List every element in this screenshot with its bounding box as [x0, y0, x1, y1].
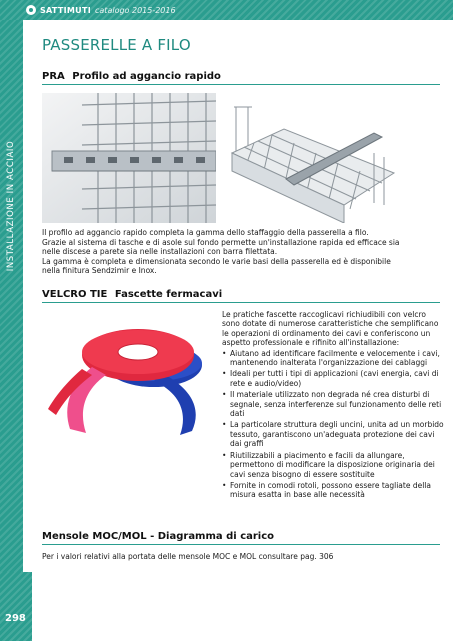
list-item — [222, 349, 444, 368]
pra-paragraph-line: Il profilo ad aggancio rapido completa la gamma dello staffaggio della passerella a filo. — [42, 228, 369, 237]
section-code: VELCRO TIE — [42, 289, 108, 300]
pra-paragraph-line: nelle discese a parete sia nelle installazioni con barra filettata. — [42, 247, 278, 256]
list-item-text: Aiutano ad identificare facilmente e velocemente i cavi, mantenendo inalterata l'organizzazione dei cablaggi — [230, 348, 440, 368]
brand-logo-icon — [26, 5, 36, 15]
list-item — [222, 451, 444, 479]
pra-paragraph-line: La gamma è completa e dimensionata secondo le varie basi della passerella ed è disponibile — [42, 256, 391, 266]
wire-tray-photo — [224, 93, 399, 223]
sidebar-label: INSTALLAZIONE IN ACCIAIO — [6, 140, 16, 272]
velcro-feature-list — [222, 349, 444, 500]
page-number-box — [0, 572, 32, 641]
section-title: Profilo ad aggancio rapido — [72, 71, 221, 82]
top-header-bar — [0, 0, 453, 20]
pra-paragraph-line: Grazie al sistema di tasche e di asole sul fondo permette un'installazione rapida ed efficace sia — [42, 237, 400, 247]
bullet: • — [222, 450, 227, 460]
section-heading-mensole: Mensole MOC/MOL - Diagramma di carico — [42, 531, 275, 542]
section-divider — [42, 302, 440, 303]
page-title: PASSERELLE A FILO — [42, 36, 191, 54]
brand-name: SATTIMUTI — [40, 5, 91, 15]
pra-description — [42, 228, 442, 276]
section-divider — [42, 84, 440, 85]
velcro-intro: Le pratiche fascette raccoglicavi richiudibili con velcro sono dotate di numerose caratteristiche che semplificano le operazioni di ordinamento dei cavi e conferiscono un aspetto professionale e rifinito all'installazione: — [222, 310, 439, 348]
brand — [26, 4, 176, 16]
bullet: • — [222, 390, 227, 400]
sidebar-tab — [0, 20, 23, 572]
bullet: • — [222, 480, 227, 490]
list-item-text: La particolare struttura degli uncini, unita ad un morbido tessuto, garantiscono un'adeguata protezione dei cavi dai graffi — [230, 420, 444, 449]
velcro-description — [222, 310, 444, 502]
list-item — [222, 420, 444, 448]
pra-profile-photo — [42, 93, 216, 223]
section-heading-velcro — [42, 289, 222, 300]
bullet: • — [222, 369, 227, 379]
page-number: 298 — [5, 613, 26, 624]
bullet: • — [222, 348, 227, 358]
list-item-text: Fornite in comodi rotoli, possono essere tagliate della misura esatta in base alle necessità — [230, 480, 431, 500]
section-code: PRA — [42, 71, 65, 82]
list-item-text: Il materiale utilizzato non degrada né crea disturbi di segnale, senza interferenze sul funzionamento delle reti dati — [230, 390, 442, 419]
list-item — [222, 390, 444, 418]
list-item-text: Riutilizzabili a piacimento e facili da allungare, permettono di modificare la disposizione originaria dei cavi senza bisogno di essere sostituite — [230, 450, 435, 479]
velcro-tie-photo — [42, 309, 216, 439]
catalog-subtitle: catalogo 2015-2016 — [95, 5, 176, 15]
mensole-note: Per i valori relativi alla portata delle mensole MOC e MOL consultare pag. 306 — [42, 552, 334, 561]
list-item — [222, 369, 444, 388]
pra-paragraph-line: nella finitura Sendzimir e Inox. — [42, 266, 157, 275]
list-item — [222, 481, 444, 500]
list-item-text: Ideali per tutti i tipi di applicazioni (cavi energia, cavi di rete e audio/video) — [230, 369, 439, 388]
bullet: • — [222, 420, 227, 430]
section-title: Fascette fermacavi — [114, 289, 223, 300]
section-divider — [42, 544, 440, 545]
section-heading-pra — [42, 71, 221, 82]
